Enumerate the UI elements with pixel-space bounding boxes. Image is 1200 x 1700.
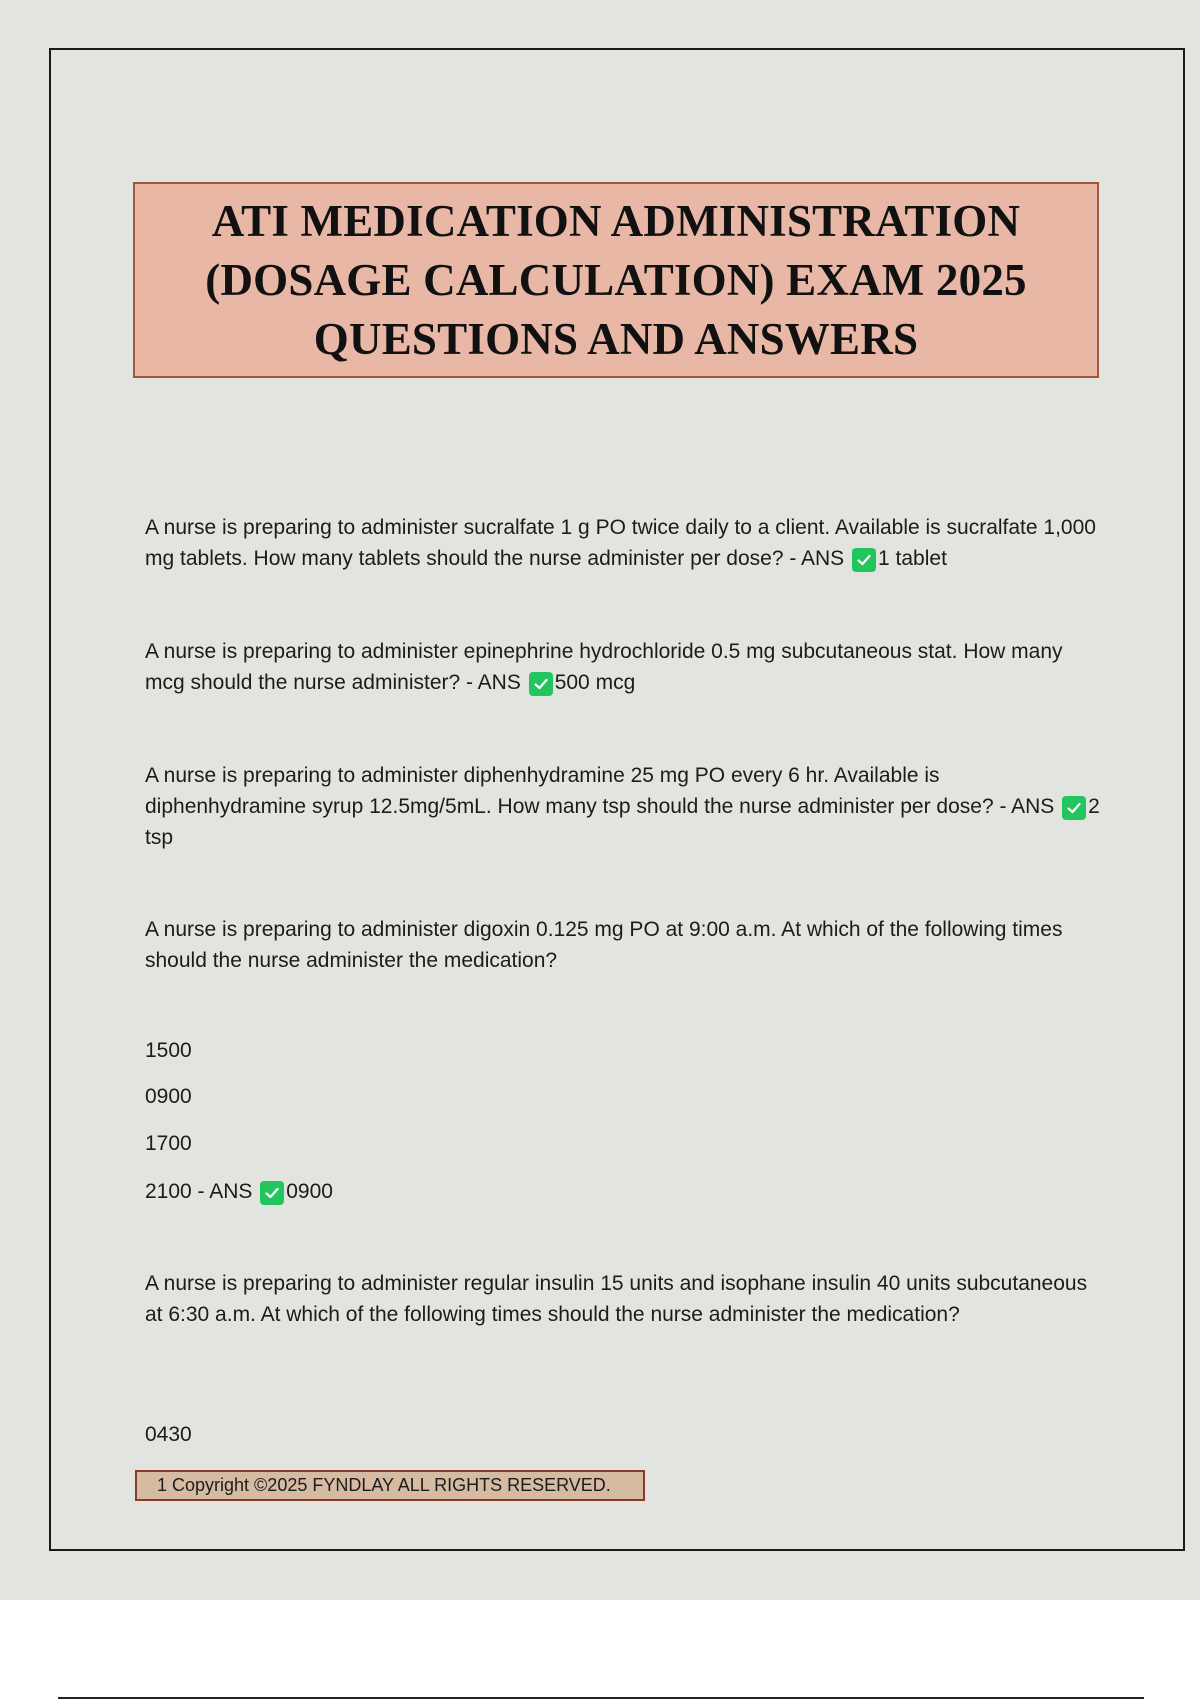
question-3: [145, 760, 1105, 853]
question-2-answer: 500 mcg: [554, 671, 636, 694]
title-line-2: (DOSAGE CALCULATION) EXAM 2025: [205, 254, 1027, 305]
question-2-text: A nurse is preparing to administer epinephrine hydrochloride 0.5 mg subcutaneous stat. How many mcg should the nurse administer? - ANS: [145, 640, 1063, 694]
question-1-text: A nurse is preparing to administer sucralfate 1 g PO twice daily to a client. Available is sucralfate 1,000 mg tablets. How many tablets should the nurse administer per dose? - ANS: [145, 516, 1096, 570]
question-5: [145, 1268, 1105, 1330]
question-4-answer: 0900: [286, 1180, 333, 1203]
title-line-3: QUESTIONS AND ANSWERS: [313, 313, 919, 364]
question-4: [145, 914, 1105, 976]
question-1-answer: 1 tablet: [878, 547, 947, 570]
option-item: 1500: [145, 1039, 192, 1062]
copyright-footer: 1 Copyright ©2025 FYNDLAY ALL RIGHTS RESERVED.: [135, 1470, 645, 1501]
divider: [58, 1697, 1144, 1699]
question-5-text: A nurse is preparing to administer regular insulin 15 units and isophane insulin 40 units subcutaneous at 6:30 a.m. At which of the following times should the nurse administer the medication?: [145, 1272, 1088, 1326]
question-3-text: A nurse is preparing to administer diphenhydramine 25 mg PO every 6 hr. Available is diphenhydramine syrup 12.5mg/5mL. How many tsp should the nurse administer per dose? - ANS: [145, 764, 1055, 818]
question-1: [145, 512, 1105, 574]
check-icon: [852, 548, 876, 572]
question-2: [145, 636, 1105, 698]
check-icon: [260, 1181, 284, 1205]
option-item: 1700: [145, 1132, 192, 1155]
option-item: 0900: [145, 1085, 192, 1108]
question-3-answer: 2 tsp: [145, 795, 1100, 849]
option-item: 0430: [145, 1423, 192, 1446]
title-line-1: ATI MEDICATION ADMINISTRATION: [211, 195, 1021, 246]
check-icon: [1062, 796, 1086, 820]
question-4-text: A nurse is preparing to administer digoxin 0.125 mg PO at 9:00 a.m. At which of the following times should the nurse administer the medication?: [145, 918, 1063, 972]
check-icon: [529, 672, 553, 696]
title-banner: [133, 182, 1099, 378]
option-item-with-answer: [145, 1176, 333, 1207]
option-item: 2100 - ANS: [145, 1180, 253, 1203]
